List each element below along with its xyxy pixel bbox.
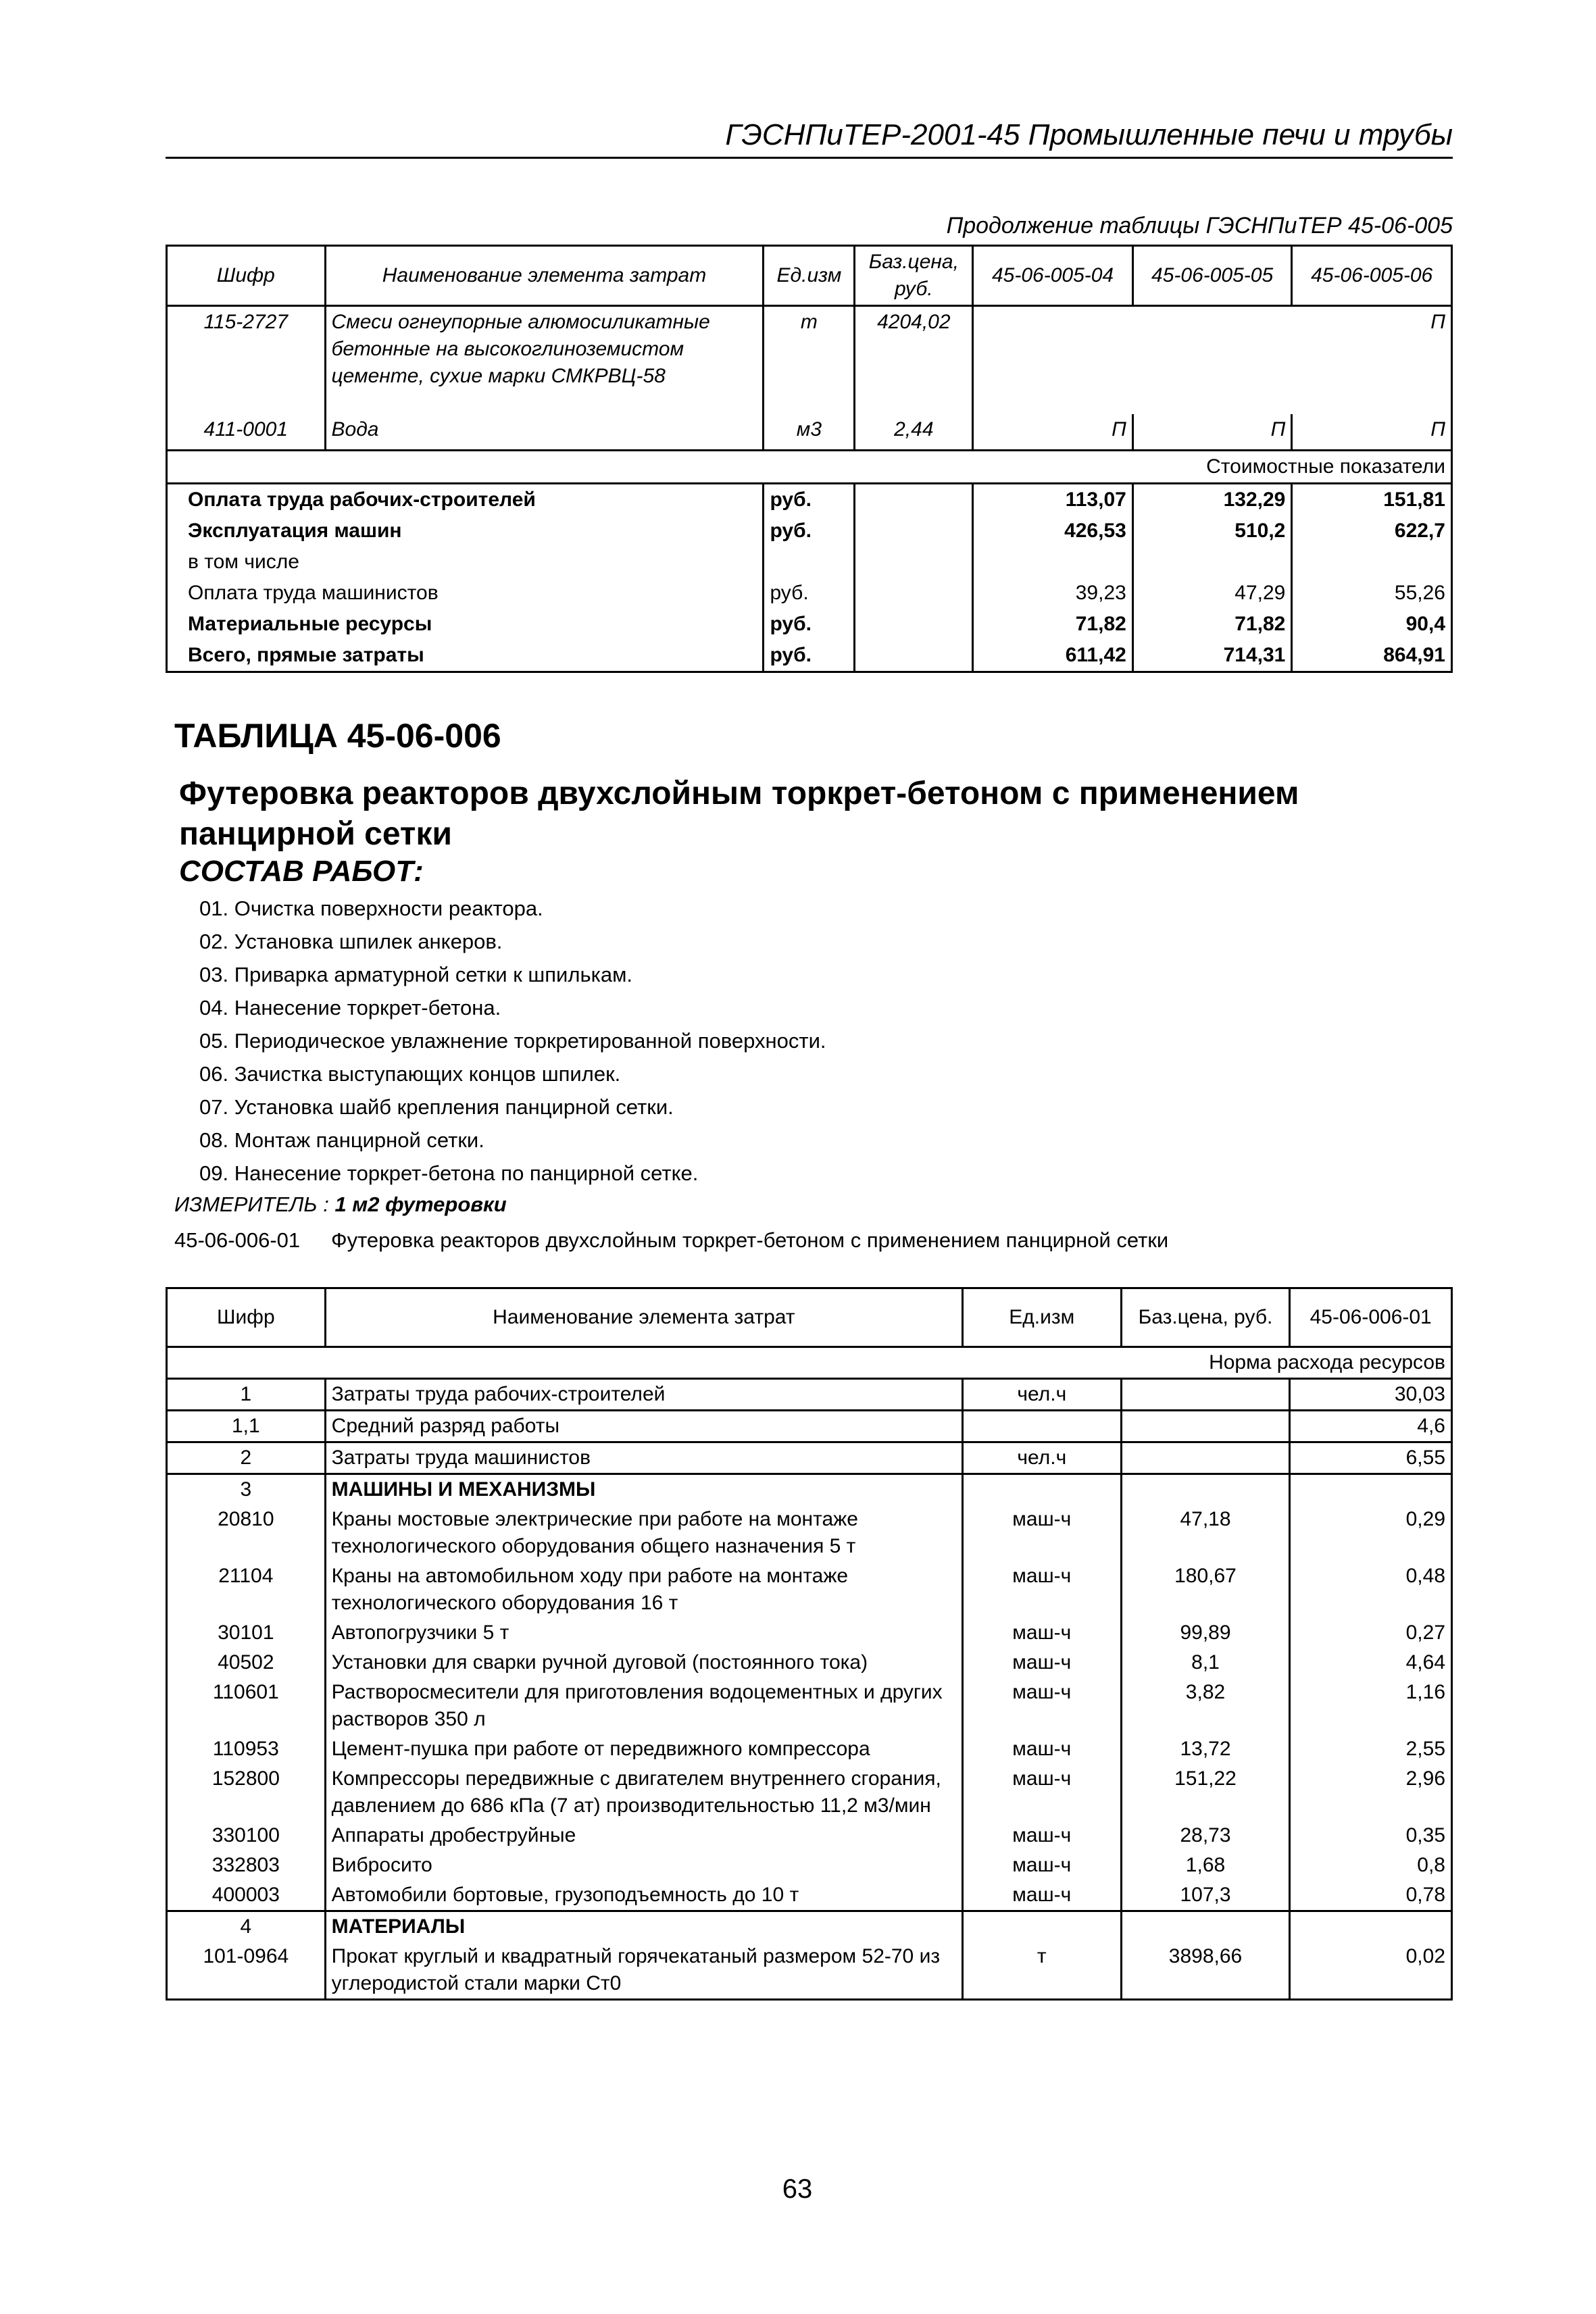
row-name: Цемент-пушка при работе от передвижного компрессора: [325, 1734, 962, 1764]
cost-name: Всего, прямые затраты: [167, 640, 764, 672]
cost-v2: 132,29: [1132, 484, 1292, 516]
cost-row: [167, 515, 1452, 547]
row-name: Автомобили бортовые, грузоподъемность до 10 т: [325, 1880, 962, 1911]
cost-v3: 151,81: [1292, 484, 1452, 516]
row-name: Краны на автомобильном ходу при работе на монтаже технологического оборудования 16 т: [325, 1561, 962, 1618]
table-row: [167, 1474, 1452, 1505]
row-v3: П: [1292, 414, 1452, 451]
row-value: 0,35: [1290, 1821, 1452, 1851]
table-row: [167, 1821, 1452, 1851]
cost-v2: 71,82: [1132, 609, 1292, 640]
cost-unit: руб.: [764, 609, 855, 640]
cost-row: [167, 484, 1452, 516]
row-unit: маш-ч: [962, 1648, 1121, 1678]
row-unit: маш-ч: [962, 1734, 1121, 1764]
row-value: 0,48: [1290, 1561, 1452, 1618]
row-code: 330100: [167, 1821, 326, 1851]
header-code: Шифр: [167, 1288, 326, 1347]
cost-v3: 864,91: [1292, 640, 1452, 672]
header-price: Баз.цена, руб.: [855, 246, 973, 306]
cost-v2: 47,29: [1132, 578, 1292, 609]
header-price: Баз.цена, руб.: [1121, 1288, 1290, 1347]
measure-value: 1 м2 футеровки: [334, 1192, 507, 1216]
work-item: 06. Зачистка выступающих концов шпилек.: [199, 1062, 621, 1086]
cost-v2: 510,2: [1132, 515, 1292, 547]
row-value: 1,16: [1290, 1678, 1452, 1734]
row-value: 0,27: [1290, 1618, 1452, 1648]
cost-name: Эксплуатация машин: [167, 515, 764, 547]
row-code: 400003: [167, 1880, 326, 1911]
row-name: Установки для сварки ручной дуговой (постоянного тока): [325, 1648, 962, 1678]
works-list: [199, 892, 826, 1190]
table-row: [167, 1618, 1452, 1648]
cost-price: [855, 578, 973, 609]
row-price: 47,18: [1121, 1505, 1290, 1561]
cost-price: [855, 547, 973, 578]
row-price: 8,1: [1121, 1648, 1290, 1678]
row-name: Растворосмесители для приготовления водоцементных и других растворов 350 л: [325, 1678, 962, 1734]
table-row: [167, 306, 1452, 414]
row-unit: маш-ч: [962, 1880, 1121, 1911]
table-header-row: [167, 1288, 1452, 1347]
row-code: 332803: [167, 1851, 326, 1880]
row-value: 0,29: [1290, 1505, 1452, 1561]
row-unit: маш-ч: [962, 1618, 1121, 1648]
table-row: [167, 414, 1452, 451]
row-unit: чел.ч: [962, 1442, 1121, 1474]
cost-unit: руб.: [764, 515, 855, 547]
cost-name: в том числе: [167, 547, 764, 578]
cost-v1: 426,53: [973, 515, 1133, 547]
cost-v3: 622,7: [1292, 515, 1452, 547]
cost-v3: 55,26: [1292, 578, 1452, 609]
row-unit: т: [962, 1942, 1121, 2000]
table-row: [167, 1734, 1452, 1764]
header-norm: 45-06-006-01: [1290, 1288, 1452, 1347]
row-name: Вибросито: [325, 1851, 962, 1880]
row-v1: П: [973, 414, 1133, 451]
row-value: 6,55: [1290, 1442, 1452, 1474]
cost-unit: руб.: [764, 578, 855, 609]
row-code: 1,1: [167, 1411, 326, 1442]
table-row: [167, 1911, 1452, 1942]
header-col3: 45-06-005-06: [1292, 246, 1452, 306]
cost-price: [855, 640, 973, 672]
row-name: Средний разряд работы: [325, 1411, 962, 1442]
row-price: 2,44: [855, 414, 973, 451]
row-price: 3,82: [1121, 1678, 1290, 1734]
row-unit: маш-ч: [962, 1821, 1121, 1851]
work-item: 01. Очистка поверхности реактора.: [199, 897, 543, 920]
row-v1: [973, 306, 1133, 414]
section-row: [167, 451, 1452, 484]
norm-code: 45-06-006-01: [174, 1228, 301, 1252]
cost-v2: 714,31: [1132, 640, 1292, 672]
row-value: 30,03: [1290, 1379, 1452, 1411]
cost-unit: [764, 547, 855, 578]
table-row: [167, 1851, 1452, 1880]
row-code: 40502: [167, 1648, 326, 1678]
row-value: 0,78: [1290, 1880, 1452, 1911]
cost-row: [167, 578, 1452, 609]
header-rule: [166, 157, 1453, 159]
row-value: 2,96: [1290, 1764, 1452, 1821]
row-unit: чел.ч: [962, 1379, 1121, 1411]
row-name: Аппараты дробеструйные: [325, 1821, 962, 1851]
work-item: 07. Установка шайб крепления панцирной сетки.: [199, 1095, 674, 1119]
row-price: [1121, 1474, 1290, 1505]
row-price: 180,67: [1121, 1561, 1290, 1618]
header-name: Наименование элемента затрат: [325, 246, 764, 306]
norm-description: Футеровка реакторов двухслойным торкрет-бетоном с применением панцирной сетки: [331, 1228, 1169, 1252]
row-unit: [962, 1474, 1121, 1505]
table-row: [167, 1561, 1452, 1618]
row-unit: м3: [764, 414, 855, 451]
row-unit: [962, 1411, 1121, 1442]
row-price: [1121, 1911, 1290, 1942]
row-unit: маш-ч: [962, 1505, 1121, 1561]
norm-label-row: [167, 1347, 1452, 1379]
table-row: [167, 1880, 1452, 1911]
row-v2: [1132, 306, 1292, 414]
works-heading: СОСТАВ РАБОТ:: [179, 855, 424, 888]
row-unit: маш-ч: [962, 1561, 1121, 1618]
cost-v1: [973, 547, 1133, 578]
cost-row: [167, 640, 1452, 672]
cost-unit: руб.: [764, 484, 855, 516]
page-number: 63: [782, 2174, 813, 2204]
table-row: [167, 1411, 1452, 1442]
cost-row: [167, 547, 1452, 578]
header-col2: 45-06-005-05: [1132, 246, 1292, 306]
row-code: 152800: [167, 1764, 326, 1821]
cost-table-45-06-005: [166, 245, 1453, 673]
cost-name: Оплата труда машинистов: [167, 578, 764, 609]
row-name: МАТЕРИАЛЫ: [325, 1911, 962, 1942]
row-price: [1121, 1442, 1290, 1474]
cost-price: [855, 609, 973, 640]
work-item: 05. Периодическое увлажнение торкретированной поверхности.: [199, 1029, 826, 1053]
row-code: 110953: [167, 1734, 326, 1764]
measure-line: [174, 1192, 507, 1217]
header-code: Шифр: [167, 246, 326, 306]
row-unit: [962, 1911, 1121, 1942]
table-row: [167, 1764, 1452, 1821]
table-row: [167, 1442, 1452, 1474]
running-header: ГЭСНПиТЕР-2001-45 Промышленные печи и трубы: [725, 118, 1453, 151]
row-name: Смеси огнеупорные алюмосиликатные бетонные на высокоглиноземистом цементе, сухие марки СМКРВЦ-58: [325, 306, 764, 414]
row-price: 3898,66: [1121, 1942, 1290, 2000]
section-label: Стоимостные показатели: [167, 451, 1452, 484]
row-value: 0,02: [1290, 1942, 1452, 2000]
header-name: Наименование элемента затрат: [325, 1288, 962, 1347]
row-unit: т: [764, 306, 855, 414]
row-unit: маш-ч: [962, 1851, 1121, 1880]
row-code: 110601: [167, 1678, 326, 1734]
table-subtitle: Футеровка реакторов двухслойным торкрет-бетоном с применением панцирной сетки: [179, 776, 1299, 852]
measure-label: ИЗМЕРИТЕЛЬ :: [174, 1192, 329, 1216]
cost-unit: руб.: [764, 640, 855, 672]
row-value: [1290, 1474, 1452, 1505]
norm-code-line: [174, 1228, 1169, 1253]
cost-v3: [1292, 547, 1452, 578]
cost-name: Материальные ресурсы: [167, 609, 764, 640]
row-value: 2,55: [1290, 1734, 1452, 1764]
table-row: [167, 1648, 1452, 1678]
row-v2: П: [1132, 414, 1292, 451]
row-code: 3: [167, 1474, 326, 1505]
row-unit: маш-ч: [962, 1678, 1121, 1734]
row-price: 13,72: [1121, 1734, 1290, 1764]
resource-table-45-06-006: [166, 1287, 1453, 2001]
table-title: ТАБЛИЦА 45-06-006: [174, 717, 501, 755]
table-header-row: [167, 246, 1452, 306]
norm-label: Норма расхода ресурсов: [167, 1347, 1452, 1379]
work-item: 02. Установка шпилек анкеров.: [199, 930, 503, 953]
row-code: 30101: [167, 1618, 326, 1648]
header-unit: Ед.изм: [764, 246, 855, 306]
row-unit: маш-ч: [962, 1764, 1121, 1821]
header-col1: 45-06-005-04: [973, 246, 1133, 306]
row-price: 151,22: [1121, 1764, 1290, 1821]
row-price: 107,3: [1121, 1880, 1290, 1911]
table-row: [167, 1942, 1452, 2000]
table-continuation-note: Продолжение таблицы ГЭСНПиТЕР 45-06-005: [946, 213, 1453, 238]
row-code: 2: [167, 1442, 326, 1474]
row-name: Краны мостовые электрические при работе на монтаже технологического оборудования общего назначения 5 т: [325, 1505, 962, 1561]
row-value: 0,8: [1290, 1851, 1452, 1880]
row-price: 1,68: [1121, 1851, 1290, 1880]
work-item: 03. Приварка арматурной сетки к шпилькам.: [199, 963, 633, 986]
row-price: 28,73: [1121, 1821, 1290, 1851]
row-value: 4,64: [1290, 1648, 1452, 1678]
cost-v1: 113,07: [973, 484, 1133, 516]
cost-price: [855, 484, 973, 516]
row-name: Прокат круглый и квадратный горячекатаный размером 52-70 из углеродистой стали марки Ст0: [325, 1942, 962, 2000]
cost-row: [167, 609, 1452, 640]
row-code: 101-0964: [167, 1942, 326, 2000]
row-code: 20810: [167, 1505, 326, 1561]
row-name: Затраты труда машинистов: [325, 1442, 962, 1474]
row-code: 1: [167, 1379, 326, 1411]
cost-v2: [1132, 547, 1292, 578]
work-item: 09. Нанесение торкрет-бетона по панцирной сетке.: [199, 1161, 699, 1185]
table-row: [167, 1379, 1452, 1411]
row-code: 411-0001: [167, 414, 326, 451]
row-code: 115-2727: [167, 306, 326, 414]
row-code: 21104: [167, 1561, 326, 1618]
cost-v3: 90,4: [1292, 609, 1452, 640]
row-price: 99,89: [1121, 1618, 1290, 1648]
cost-v1: 71,82: [973, 609, 1133, 640]
cost-price: [855, 515, 973, 547]
row-value: 4,6: [1290, 1411, 1452, 1442]
cost-v1: 39,23: [973, 578, 1133, 609]
table-row: [167, 1678, 1452, 1734]
row-v3: П: [1292, 306, 1452, 414]
cost-name: Оплата труда рабочих-строителей: [167, 484, 764, 516]
row-price: [1121, 1411, 1290, 1442]
row-price: 4204,02: [855, 306, 973, 414]
row-name: МАШИНЫ И МЕХАНИЗМЫ: [325, 1474, 962, 1505]
header-unit: Ед.изм: [962, 1288, 1121, 1347]
row-name: Автопогрузчики 5 т: [325, 1618, 962, 1648]
row-value: [1290, 1911, 1452, 1942]
table-row: [167, 1505, 1452, 1561]
row-code: 4: [167, 1911, 326, 1942]
cost-v1: 611,42: [973, 640, 1133, 672]
row-price: [1121, 1379, 1290, 1411]
row-name: Компрессоры передвижные с двигателем внутреннего сгорания, давлением до 686 кПа (7 ат) производительностью 11,2 м3/мин: [325, 1764, 962, 1821]
row-name: Затраты труда рабочих-строителей: [325, 1379, 962, 1411]
row-name: Вода: [325, 414, 764, 451]
work-item: 04. Нанесение торкрет-бетона.: [199, 996, 501, 1020]
work-item: 08. Монтаж панцирной сетки.: [199, 1128, 484, 1152]
